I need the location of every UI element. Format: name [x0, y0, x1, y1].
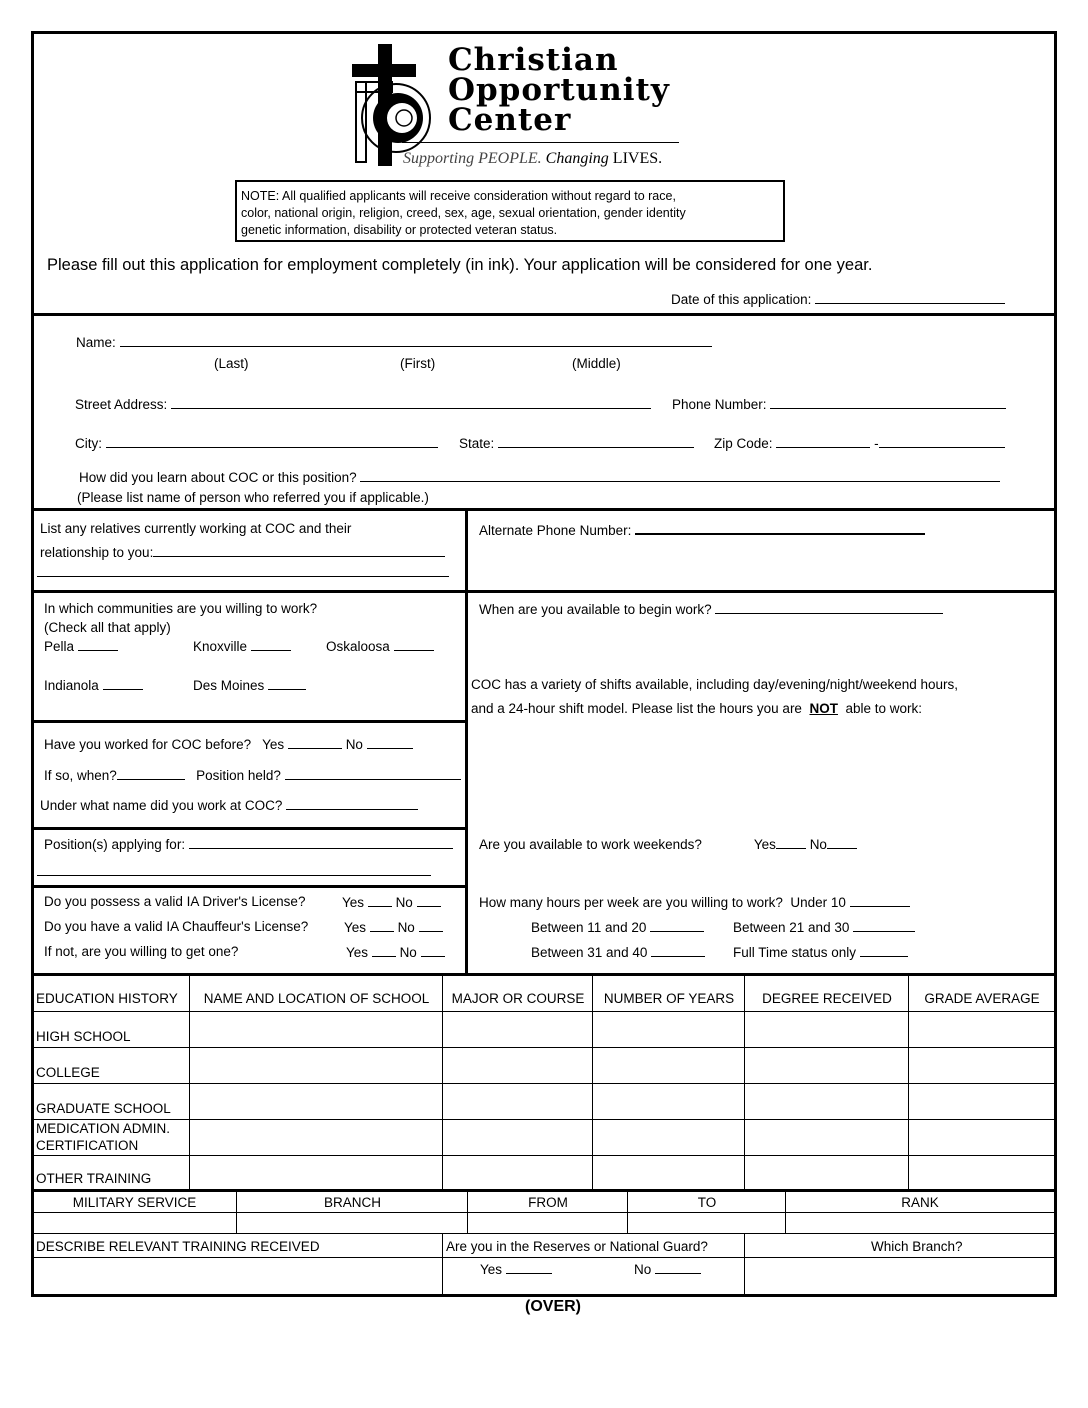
divider-military	[31, 1189, 1057, 1192]
logo-line-christian: Christian	[448, 42, 619, 78]
name-row: Name:	[76, 334, 712, 350]
edu-row-college: COLLEGE	[36, 1065, 100, 1080]
divider-left-5	[31, 827, 467, 830]
mil-header-from: FROM	[528, 1195, 568, 1210]
train-col-2	[744, 1234, 745, 1295]
eeo-note	[235, 180, 785, 242]
city-row: City:	[75, 435, 438, 451]
prior-name-field[interactable]	[286, 797, 418, 810]
drivers-license-row: Do you possess a valid IA Driver's License?	[44, 894, 306, 909]
b11-20-field[interactable]	[650, 919, 704, 932]
indianola-option[interactable]: Indianola	[44, 677, 143, 693]
phone-field[interactable]	[770, 396, 1006, 409]
state-field[interactable]	[498, 435, 694, 448]
worked-no-field[interactable]	[367, 736, 413, 749]
when-row: If so, when? Position held?	[44, 767, 461, 783]
intro-text: Please fill out this application for employment completely (in ink). Your application will be considered for one year.	[47, 256, 873, 274]
alt-phone-field[interactable]	[635, 521, 925, 535]
b31-40-field[interactable]	[651, 944, 705, 957]
fulltime-field[interactable]	[860, 944, 908, 957]
hours-row: How many hours per week are you willing to work? Under 10	[479, 894, 910, 910]
position-held-field[interactable]	[285, 767, 461, 780]
edu-row-other: OTHER TRAINING	[36, 1171, 152, 1186]
mil-header-rank: RANK	[901, 1195, 939, 1210]
chauffeur-license-row: Do you have a valid IA Chauffeur's License?	[44, 919, 309, 934]
logo-line-opportunity: Opportunity	[448, 72, 670, 108]
divider-1	[31, 313, 1057, 316]
note-line-3: genetic information, disability or protected veteran status.	[241, 223, 558, 237]
divider-7	[31, 973, 1057, 976]
weekends-no-field[interactable]	[827, 836, 857, 849]
edu-row-line-5	[33, 1155, 1055, 1156]
reserves-label: Are you in the Reserves or National Guard?	[446, 1239, 708, 1254]
edu-header-major: MAJOR OR COURSE	[451, 991, 585, 1006]
b11-20-row: Between 11 and 20	[531, 919, 704, 935]
pella-option[interactable]: Pella	[44, 638, 118, 654]
shifts-line-1: COC has a variety of shifts available, including day/evening/night/weekend hours,	[471, 677, 959, 692]
communities-question: In which communities are you willing to work?	[44, 601, 318, 616]
des-moines-option[interactable]: Des Moines	[193, 677, 306, 693]
begin-work-field[interactable]	[715, 601, 943, 614]
weekends-row: Are you available to work weekends? Yes No	[479, 836, 857, 852]
train-row-line	[33, 1257, 1055, 1258]
divider-3	[31, 590, 1057, 593]
relatives-line-1: List any relatives currently working at COC and their	[40, 521, 352, 536]
position-field[interactable]	[189, 836, 453, 849]
city-field[interactable]	[106, 435, 438, 448]
referral-note: (Please list name of person who referred you if applicable.)	[77, 490, 429, 505]
middle-hint: (Middle)	[572, 356, 621, 371]
alt-phone-row: Alternate Phone Number:	[479, 521, 925, 538]
learn-field[interactable]	[360, 469, 1000, 482]
b21-30-row: Between 21 and 30	[733, 919, 915, 935]
drivers-license-choice[interactable]: Yes No	[342, 894, 441, 910]
willing-license-choice[interactable]: Yes No	[346, 944, 445, 960]
last-hint: (Last)	[214, 356, 249, 371]
date-field[interactable]	[815, 291, 1005, 304]
note-line-1: NOTE: All qualified applicants will receive consideration without regard to race,	[241, 189, 676, 203]
divider-left-4	[31, 720, 467, 723]
state-row: State:	[459, 435, 694, 451]
begin-work-row: When are you available to begin work?	[479, 601, 943, 617]
under10-field[interactable]	[850, 894, 910, 907]
mil-row-line	[33, 1212, 1055, 1213]
oskaloosa-option[interactable]: Oskaloosa	[326, 638, 434, 654]
logo-line-center: Center	[448, 102, 572, 138]
zip-ext-field[interactable]	[879, 435, 1005, 448]
edu-row-graduate: GRADUATE SCHOOL	[36, 1101, 171, 1116]
mil-header-to: TO	[697, 1195, 717, 1210]
position-extra-line	[37, 875, 431, 876]
over-footer: (OVER)	[525, 1298, 581, 1315]
zip-row: Zip Code: -	[714, 435, 1005, 451]
note-line-2: color, national origin, religion, creed, sex, age, sexual orientation, gender identity	[241, 206, 686, 220]
logo-rule	[402, 142, 679, 143]
which-branch-label: Which Branch?	[871, 1239, 963, 1254]
middle-column-divider	[465, 510, 468, 976]
edu-row-line-3	[33, 1083, 1055, 1084]
edu-row-line-4	[33, 1119, 1055, 1120]
weekends-yes-field[interactable]	[776, 836, 806, 849]
edu-row-line-1	[33, 1011, 1055, 1012]
edu-header-school: NAME AND LOCATION OF SCHOOL	[203, 991, 430, 1006]
relatives-extra-line	[37, 576, 449, 577]
divider-left-6	[31, 885, 467, 888]
mil-bottom-line	[33, 1233, 1055, 1234]
knoxville-option[interactable]: Knoxville	[193, 638, 291, 654]
fulltime-row: Full Time status only	[733, 944, 908, 960]
edu-row-line-2	[33, 1047, 1055, 1048]
reserves-no[interactable]: No	[634, 1261, 701, 1277]
prior-name-row: Under what name did you work at COC?	[40, 797, 418, 813]
learn-row: How did you learn about COC or this position?	[79, 469, 1000, 485]
edu-header-grade: GRADE AVERAGE	[924, 991, 1040, 1006]
edu-header-years: NUMBER OF YEARS	[603, 991, 735, 1006]
worked-before-row: Have you worked for COC before? Yes No	[44, 736, 413, 752]
reserves-yes[interactable]: Yes	[480, 1261, 552, 1277]
position-row: Position(s) applying for:	[44, 836, 453, 852]
edu-row-certification: CERTIFICATION	[36, 1138, 139, 1153]
chauffeur-license-choice[interactable]: Yes No	[344, 919, 443, 935]
b21-30-field[interactable]	[853, 919, 915, 932]
mil-header-service: MILITARY SERVICE	[72, 1195, 197, 1210]
logo-tagline: Supporting PEOPLE. Changing LIVES.	[403, 150, 663, 167]
relatives-line-2: relationship to you:	[40, 544, 445, 560]
edu-row-medication: MEDICATION ADMIN.	[36, 1121, 171, 1136]
street-row: Street Address:	[75, 396, 651, 412]
edu-header-history: EDUCATION HISTORY	[36, 991, 178, 1006]
shifts-line-2: and a 24-hour shift model. Please list the hours you are NOT able to work:	[471, 701, 923, 716]
training-label: DESCRIBE RELEVANT TRAINING RECEIVED	[36, 1239, 320, 1254]
worked-yes-field[interactable]	[288, 736, 342, 749]
street-field[interactable]	[171, 396, 651, 409]
divider-2	[31, 508, 1057, 511]
name-field[interactable]	[120, 334, 712, 347]
b31-40-row: Between 31 and 40	[531, 944, 705, 960]
communities-hint: (Check all that apply)	[44, 620, 171, 635]
when-field[interactable]	[117, 767, 185, 780]
edu-row-high-school: HIGH SCHOOL	[36, 1029, 131, 1044]
first-hint: (First)	[400, 356, 436, 371]
train-col-1	[442, 1234, 443, 1295]
willing-license-row: If not, are you willing to get one?	[44, 944, 239, 959]
relatives-field[interactable]	[153, 544, 445, 557]
zip-field[interactable]	[776, 435, 870, 448]
phone-row: Phone Number:	[672, 396, 1006, 412]
mil-header-branch: BRANCH	[323, 1195, 381, 1210]
edu-header-degree: DEGREE RECEIVED	[762, 991, 892, 1006]
date-label: Date of this application:	[671, 291, 1005, 307]
